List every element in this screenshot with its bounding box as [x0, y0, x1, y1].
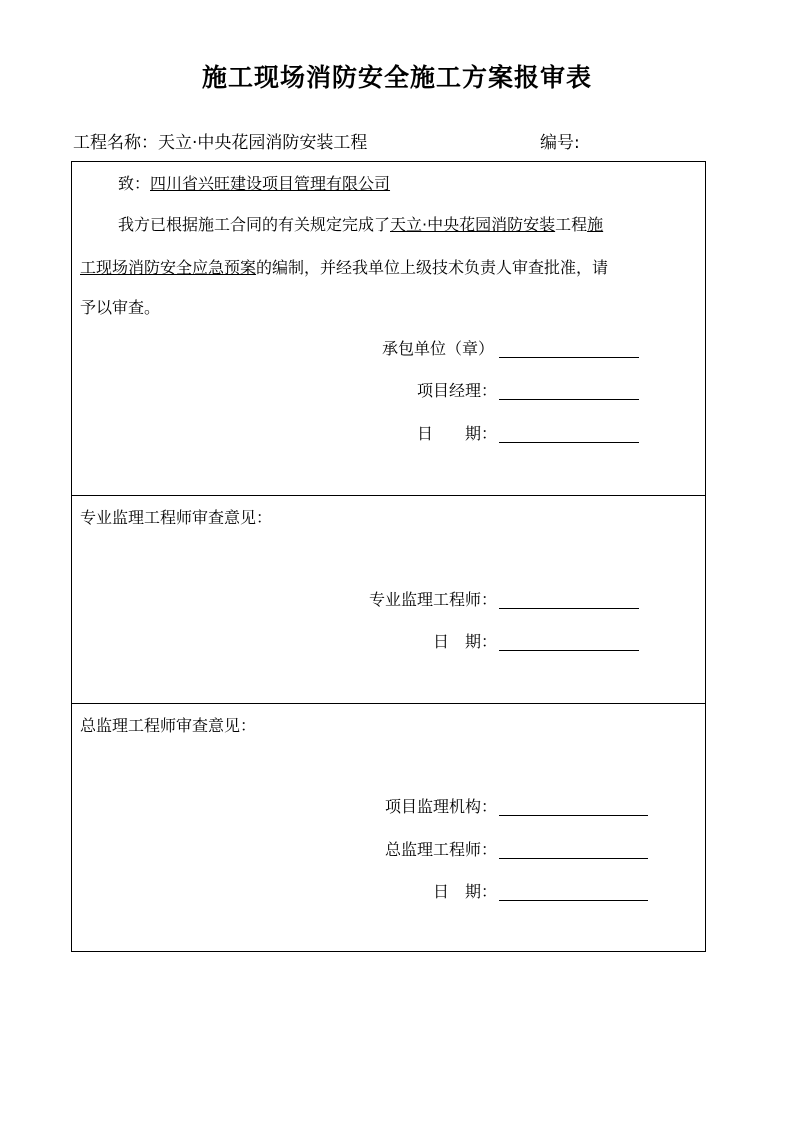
chief-review-section [72, 704, 705, 952]
contractor-signature-line[interactable] [499, 357, 639, 358]
chief-date-row [72, 882, 707, 902]
addressee-prefix: 致： [118, 174, 151, 193]
document-number: 编号: [540, 133, 580, 153]
chief-label: 总监理工程师： [384, 840, 497, 859]
specialist-review-section [72, 496, 705, 704]
project-name: 工程名称：天立·中央花园消防安装工程 [73, 133, 368, 153]
manager-signature-row [72, 381, 707, 401]
contractor-label: 承包单位（章） [381, 339, 494, 358]
statement-text-2b: 的编制，并经我单位上级技术负责人审查批准，请 [256, 258, 609, 277]
specialist-date-label: 日 期： [432, 632, 497, 651]
specialist-signature-line[interactable] [499, 608, 639, 609]
chief-date-label: 日 期： [432, 882, 497, 901]
statement-line-1 [118, 215, 603, 235]
chief-review-heading: 总监理工程师审查意见： [80, 716, 257, 735]
statement-project-name: 天立·中央花园消防安装 [390, 215, 556, 234]
manager-signature-line[interactable] [499, 399, 639, 400]
specialist-review-heading: 专业监理工程师审查意见： [80, 508, 273, 527]
specialist-label: 专业监理工程师： [368, 590, 497, 609]
statement-line-2 [80, 258, 608, 278]
contractor-signature-row [72, 339, 707, 359]
specialist-date-line[interactable] [499, 650, 639, 651]
manager-label: 项目经理： [416, 381, 497, 400]
chief-date-line[interactable] [499, 900, 648, 901]
supervision-org-line[interactable] [499, 815, 648, 816]
statement-text-1a: 我方已根据施工合同的有关规定完成了 [118, 215, 391, 234]
supervision-org-row [72, 797, 707, 817]
supervision-org-label: 项目监理机构： [384, 797, 497, 816]
statement-plan-name: 工现场消防安全应急预案 [80, 258, 257, 277]
statement-text-1b: 工程 [555, 215, 588, 234]
page-title: 施工现场消防安全施工方案报审表 [201, 63, 592, 92]
addressee-company: 四川省兴旺建设项目管理有限公司 [150, 174, 391, 193]
addressee-line [118, 174, 390, 194]
specialist-signature-row [72, 590, 707, 610]
submission-date-label: 日 期： [416, 424, 497, 443]
specialist-date-row [72, 632, 707, 652]
statement-line-3: 予以审查。 [80, 298, 161, 317]
submission-section [72, 162, 705, 496]
submission-date-row [72, 424, 707, 444]
chief-signature-line[interactable] [499, 858, 648, 859]
statement-plan-name-start: 施 [587, 215, 604, 234]
approval-form-table [71, 161, 706, 952]
submission-date-line[interactable] [499, 442, 639, 443]
chief-signature-row [72, 840, 707, 860]
